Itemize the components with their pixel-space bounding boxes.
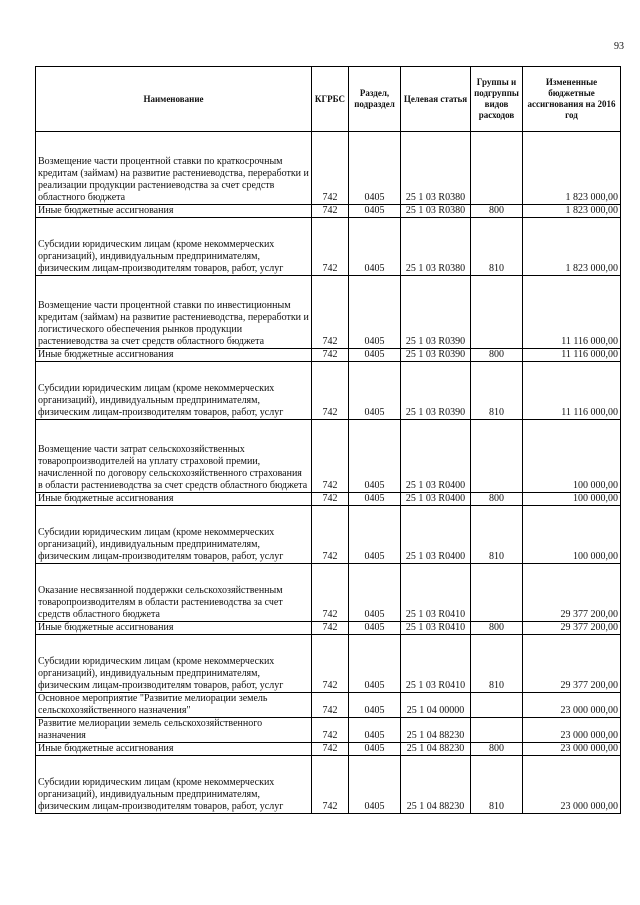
row-section: 0405: [349, 349, 401, 362]
row-name: Иные бюджетные ассигнования: [36, 622, 312, 635]
row-target: 25 1 03 R0400: [401, 506, 471, 564]
row-group: 800: [471, 205, 523, 218]
row-target: 25 1 03 R0380: [401, 132, 471, 205]
table-row: [36, 622, 621, 635]
row-section: 0405: [349, 743, 401, 756]
row-kgrbs: 742: [312, 349, 349, 362]
row-section: 0405: [349, 362, 401, 420]
row-target: 25 1 04 88230: [401, 756, 471, 814]
row-group: 810: [471, 362, 523, 420]
table-row: [36, 362, 621, 420]
table-row: [36, 276, 621, 349]
table-row: [36, 349, 621, 362]
header-groups: Группы и подгруппы видов расходов: [471, 67, 523, 132]
table-row: [36, 493, 621, 506]
row-amount: 23 000 000,00: [523, 743, 621, 756]
row-amount: 23 000 000,00: [523, 693, 621, 718]
row-amount: 29 377 200,00: [523, 622, 621, 635]
row-kgrbs: 742: [312, 218, 349, 276]
row-kgrbs: 742: [312, 362, 349, 420]
page-number: 93: [614, 41, 624, 52]
table-row: [36, 718, 621, 743]
row-group: [471, 132, 523, 205]
row-amount: 100 000,00: [523, 506, 621, 564]
row-section: 0405: [349, 622, 401, 635]
row-amount: 11 116 000,00: [523, 276, 621, 349]
row-kgrbs: 742: [312, 420, 349, 493]
table-row: [36, 756, 621, 814]
row-target: 25 1 03 R0390: [401, 276, 471, 349]
row-kgrbs: 742: [312, 756, 349, 814]
row-target: 25 1 03 R0410: [401, 635, 471, 693]
row-name: Субсидии юридическим лицам (кроме некоммерческих организаций), индивидуальным предпринимателям, физическим лицам-производителям товаров, работ, услуг: [36, 362, 312, 420]
table-row: [36, 218, 621, 276]
row-group: 800: [471, 493, 523, 506]
budget-table: [35, 66, 621, 814]
row-name: Субсидии юридическим лицам (кроме некоммерческих организаций), индивидуальным предпринимателям, физическим лицам-производителям товаров, работ, услуг: [36, 635, 312, 693]
row-amount: 23 000 000,00: [523, 756, 621, 814]
row-group: [471, 564, 523, 622]
row-amount: 29 377 200,00: [523, 635, 621, 693]
row-kgrbs: 742: [312, 132, 349, 205]
row-name: Иные бюджетные ассигнования: [36, 743, 312, 756]
row-amount: 1 823 000,00: [523, 218, 621, 276]
header-name: Наименование: [36, 67, 312, 132]
row-section: 0405: [349, 276, 401, 349]
row-kgrbs: 742: [312, 622, 349, 635]
row-kgrbs: 742: [312, 635, 349, 693]
row-kgrbs: 742: [312, 693, 349, 718]
row-section: 0405: [349, 420, 401, 493]
row-target: 25 1 03 R0390: [401, 349, 471, 362]
row-target: 25 1 04 00000: [401, 693, 471, 718]
row-target: 25 1 03 R0410: [401, 564, 471, 622]
table-row: [36, 564, 621, 622]
row-name: Субсидии юридическим лицам (кроме некоммерческих организаций), индивидуальным предпринимателям, физическим лицам-производителям товаров, работ, услуг: [36, 506, 312, 564]
row-name: Развитие мелиорации земель сельскохозяйственного назначения: [36, 718, 312, 743]
table-row: [36, 205, 621, 218]
row-amount: 11 116 000,00: [523, 362, 621, 420]
row-name: Иные бюджетные ассигнования: [36, 493, 312, 506]
table-row: [36, 420, 621, 493]
table-row: [36, 132, 621, 205]
row-kgrbs: 742: [312, 205, 349, 218]
row-group: [471, 276, 523, 349]
row-section: 0405: [349, 635, 401, 693]
row-section: 0405: [349, 693, 401, 718]
header-section: Раздел, подраздел: [349, 67, 401, 132]
row-target: 25 1 04 88230: [401, 743, 471, 756]
row-section: 0405: [349, 506, 401, 564]
row-section: 0405: [349, 493, 401, 506]
row-name: Иные бюджетные ассигнования: [36, 349, 312, 362]
row-target: 25 1 03 R0380: [401, 218, 471, 276]
row-amount: 100 000,00: [523, 493, 621, 506]
row-amount: 11 116 000,00: [523, 349, 621, 362]
table-row: [36, 506, 621, 564]
row-group: [471, 420, 523, 493]
table-row: [36, 693, 621, 718]
row-name: Возмещение части затрат сельскохозяйственных товаропроизводителей на уплату страховой премии, начисленной по договору сельскохозяйственного страхования в области растениеводства за счет средств областного бюджета: [36, 420, 312, 493]
row-kgrbs: 742: [312, 564, 349, 622]
row-kgrbs: 742: [312, 506, 349, 564]
row-target: 25 1 03 R0400: [401, 420, 471, 493]
row-target: 25 1 03 R0390: [401, 362, 471, 420]
table-row: [36, 743, 621, 756]
row-name: Иные бюджетные ассигнования: [36, 205, 312, 218]
row-group: [471, 693, 523, 718]
row-target: 25 1 03 R0400: [401, 493, 471, 506]
header-amount: Измененные бюджетные ассигнования на 2016 год: [523, 67, 621, 132]
row-amount: 1 823 000,00: [523, 205, 621, 218]
table-row: [36, 635, 621, 693]
row-group: 810: [471, 218, 523, 276]
row-group: [471, 718, 523, 743]
row-name: Оказание несвязанной поддержки сельскохозяйственным товаропроизводителям в области растениеводства за счет средств областного бюджета: [36, 564, 312, 622]
row-name: Возмещение части процентной ставки по краткосрочным кредитам (займам) на развитие растениеводства, переработки и реализации продукции растениеводства за счет средств областного бюджета: [36, 132, 312, 205]
row-section: 0405: [349, 218, 401, 276]
row-name: Субсидии юридическим лицам (кроме некоммерческих организаций), индивидуальным предпринимателям, физическим лицам-производителям товаров, работ, услуг: [36, 218, 312, 276]
row-kgrbs: 742: [312, 718, 349, 743]
row-target: 25 1 03 R0410: [401, 622, 471, 635]
row-section: 0405: [349, 756, 401, 814]
row-name: Возмещение части процентной ставки по инвестиционным кредитам (займам) на развитие растениеводства, переработки и логистического обеспечения рынков продукции растениеводства за счет средств областного бюджета: [36, 276, 312, 349]
header-row: [36, 67, 621, 132]
row-name: Основное мероприятие "Развитие мелиорации земель сельскохозяйственного назначения": [36, 693, 312, 718]
row-target: 25 1 04 88230: [401, 718, 471, 743]
row-section: 0405: [349, 718, 401, 743]
row-kgrbs: 742: [312, 276, 349, 349]
row-kgrbs: 742: [312, 493, 349, 506]
row-section: 0405: [349, 564, 401, 622]
row-group: 800: [471, 743, 523, 756]
row-group: 810: [471, 635, 523, 693]
row-section: 0405: [349, 205, 401, 218]
row-group: 810: [471, 506, 523, 564]
row-amount: 29 377 200,00: [523, 564, 621, 622]
row-group: 800: [471, 622, 523, 635]
row-target: 25 1 03 R0380: [401, 205, 471, 218]
header-target: Целевая статья: [401, 67, 471, 132]
row-group: 800: [471, 349, 523, 362]
row-amount: 100 000,00: [523, 420, 621, 493]
row-group: 810: [471, 756, 523, 814]
row-name: Субсидии юридическим лицам (кроме некоммерческих организаций), индивидуальным предпринимателям, физическим лицам-производителям товаров, работ, услуг: [36, 756, 312, 814]
header-kgrbs: КГРБС: [312, 67, 349, 132]
row-amount: 1 823 000,00: [523, 132, 621, 205]
row-kgrbs: 742: [312, 743, 349, 756]
row-amount: 23 000 000,00: [523, 718, 621, 743]
row-section: 0405: [349, 132, 401, 205]
